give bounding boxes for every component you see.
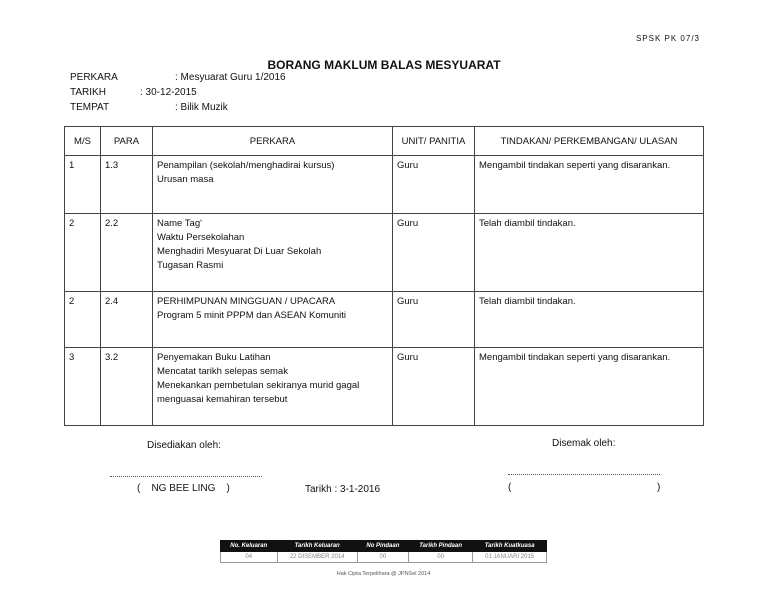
header-tindakan: TINDAKAN/ PERKEMBANGAN/ ULASAN	[475, 127, 704, 156]
signature-date: Tarikh : 3-1-2016	[305, 484, 381, 495]
cell-ms: 3	[65, 348, 101, 426]
prepared-by-label: Disediakan oleh:	[147, 440, 221, 451]
feedback-table	[64, 126, 704, 426]
header-ms: M/S	[65, 127, 101, 156]
document-control-table	[220, 540, 547, 563]
control-header: Tarikh Pindaan	[408, 541, 472, 552]
control-header: No. Keluaran	[221, 541, 278, 552]
cell-tindakan: Mengambil tindakan seperti yang disarankan.	[475, 348, 704, 426]
perkara-line: Penampilan (sekolah/menghadirai kursus)	[157, 160, 335, 171]
table-row	[65, 292, 704, 348]
header-unit: UNIT/ PANITIA	[393, 127, 475, 156]
header-para: PARA	[101, 127, 153, 156]
cell-perkara	[153, 348, 393, 426]
cell-perkara	[153, 156, 393, 214]
cell-ms: 2	[65, 292, 101, 348]
checked-signature-line	[508, 474, 660, 475]
table-row	[65, 214, 704, 292]
meta-label: PERKARA	[70, 72, 118, 83]
meta-value: : Bilik Muzik	[175, 102, 228, 113]
perkara-line: Penyemakan Buku Latihan	[157, 352, 271, 363]
form-title: BORANG MAKLUM BALAS MESYUARAT	[267, 58, 501, 72]
cell-para: 2.2	[101, 214, 153, 292]
cell-ms: 1	[65, 156, 101, 214]
perkara-line: menguasai kemahiran tersebut	[157, 394, 288, 405]
checked-name-open: (	[508, 482, 512, 493]
meta-label: TARIKH	[70, 87, 106, 98]
cell-tindakan: Mengambil tindakan seperti yang disarankan.	[475, 156, 704, 214]
perkara-line: Menghadiri Mesyuarat Di Luar Sekolah	[157, 246, 322, 257]
control-header: Tarikh Kuatkuasa	[473, 541, 547, 552]
control-header: Tarikh Keluaran	[277, 541, 357, 552]
cell-para: 3.2	[101, 348, 153, 426]
meta-value: : 30-12-2015	[140, 87, 197, 98]
perkara-line: Program 5 minit PPPM dan ASEAN Komuniti	[157, 310, 347, 321]
control-value: 22 DISEMBER 2014	[277, 552, 357, 563]
prepared-by-name: ( NG BEE LING )	[137, 483, 230, 494]
control-header-row	[221, 541, 547, 552]
cell-tindakan: Telah diambil tindakan.	[475, 292, 704, 348]
perkara-line: PERHIMPUNAN MINGGUAN / UPACARA	[157, 296, 336, 307]
cell-ms: 2	[65, 214, 101, 292]
control-value: 01 JANUARI 2015	[473, 552, 547, 563]
perkara-line: Mencatat tarikh selepas semak	[157, 366, 288, 377]
table-header-row	[65, 127, 704, 156]
meta-value: : Mesyuarat Guru 1/2016	[175, 72, 286, 83]
cell-para: 2.4	[101, 292, 153, 348]
control-value: 04	[221, 552, 278, 563]
cell-perkara	[153, 292, 393, 348]
cell-unit: Guru	[393, 156, 475, 214]
control-value-row	[221, 552, 547, 563]
table-row	[65, 156, 704, 214]
cell-unit: Guru	[393, 348, 475, 426]
cell-unit: Guru	[393, 292, 475, 348]
perkara-line: Tugasan Rasmi	[157, 260, 224, 271]
copyright-notice: Hak Cipta Terpelihara @ JPNSel 2014	[336, 571, 431, 577]
form-code: SPSK PK 07/3	[635, 34, 700, 43]
meta-tempat	[70, 102, 228, 113]
checked-by-label: Disemak oleh:	[552, 438, 616, 449]
perkara-line: Menekankan pembetulan sekiranya murid gagal	[157, 380, 360, 391]
checked-name-close: )	[657, 482, 661, 493]
cell-tindakan: Telah diambil tindakan.	[475, 214, 704, 292]
control-value: 00	[408, 552, 472, 563]
cell-para: 1.3	[101, 156, 153, 214]
cell-perkara	[153, 214, 393, 292]
header-perkara: PERKARA	[153, 127, 393, 156]
perkara-line: Urusan masa	[157, 174, 214, 185]
table-row	[65, 348, 704, 426]
meta-perkara	[70, 72, 286, 83]
meta-label: TEMPAT	[70, 102, 110, 113]
cell-unit: Guru	[393, 214, 475, 292]
perkara-line: Waktu Persekolahan	[157, 232, 245, 243]
perkara-line: Name Tag'	[157, 218, 202, 229]
control-header: No Pindaan	[357, 541, 408, 552]
prepared-signature-line	[110, 476, 262, 477]
meta-tarikh	[70, 87, 197, 98]
control-value: 00	[357, 552, 408, 563]
